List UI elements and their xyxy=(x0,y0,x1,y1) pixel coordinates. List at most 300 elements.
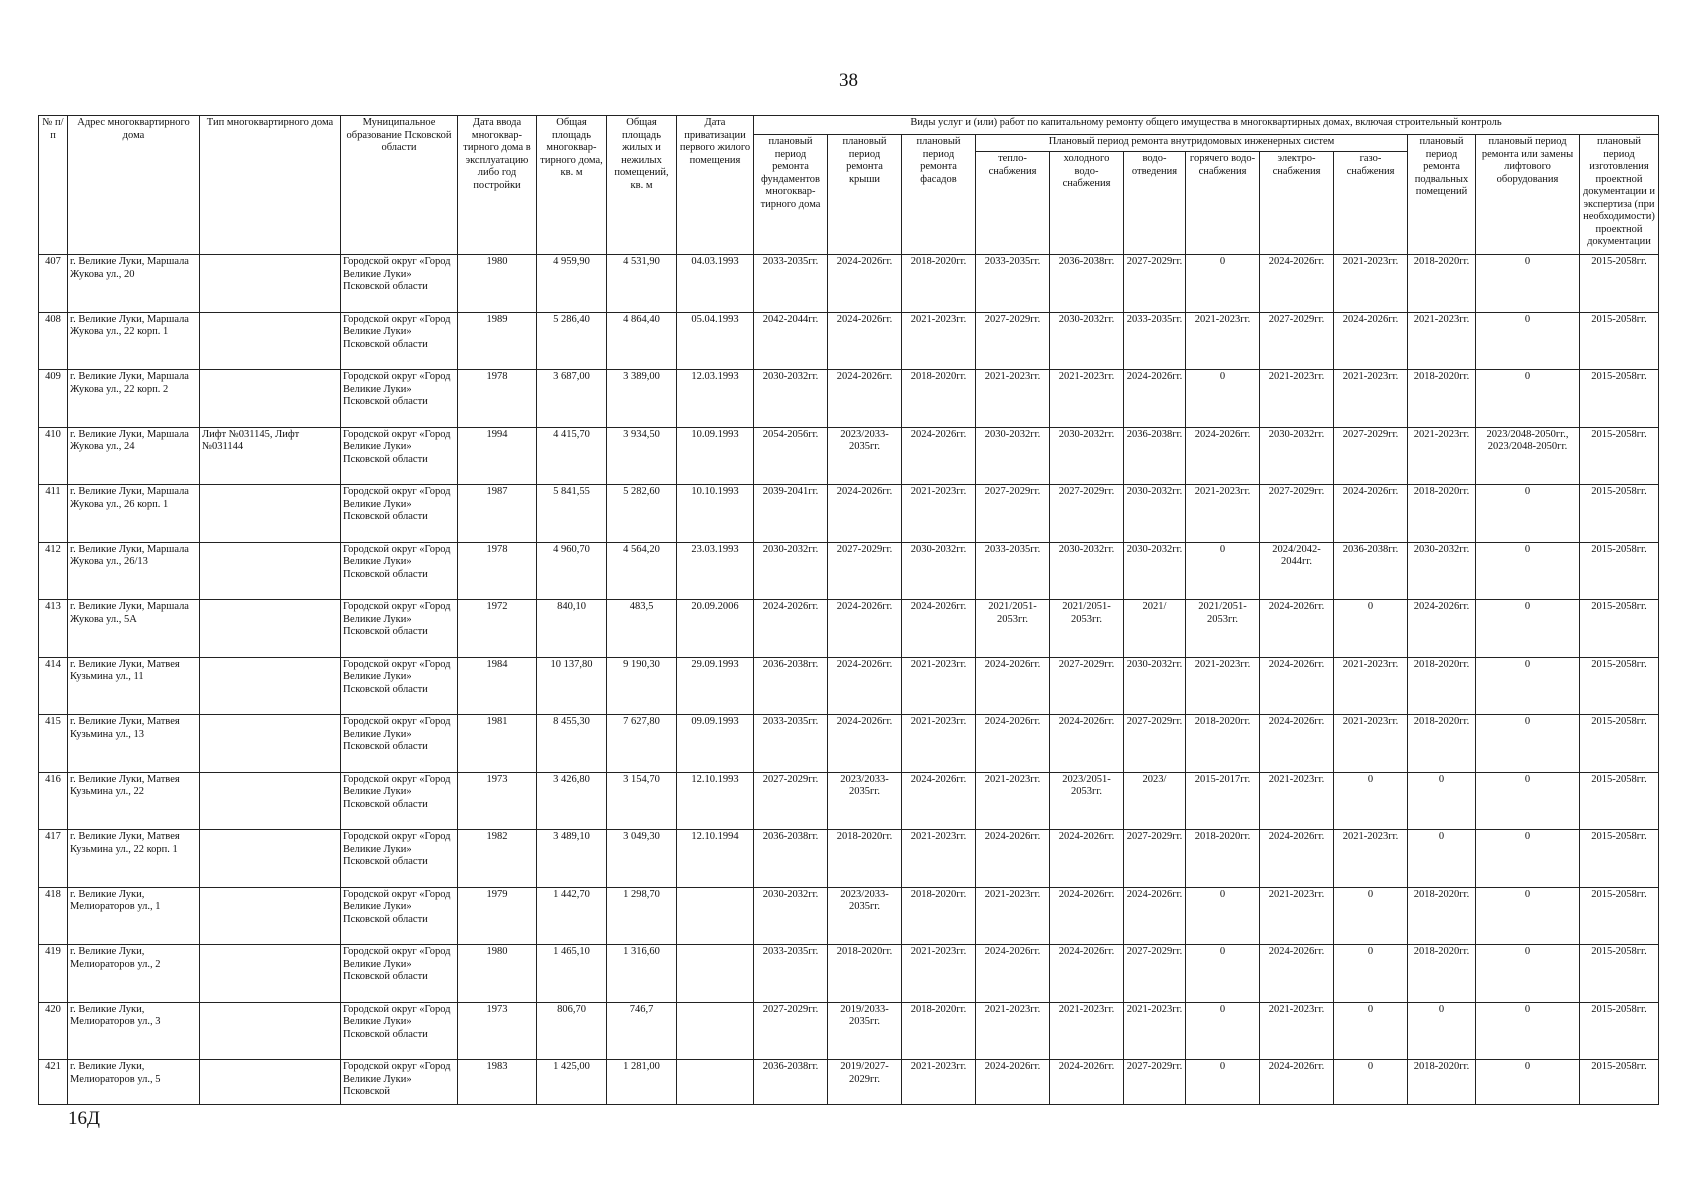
cell-sewer: 2033-2035гг. xyxy=(1124,312,1186,370)
header-type: Тип многоквартирного дома xyxy=(200,116,341,255)
cell-roof: 2024-2026гг. xyxy=(828,715,902,773)
cell-hot-water: 0 xyxy=(1186,542,1260,600)
table-row xyxy=(39,255,1659,313)
cell-heat: 2021/2051-2053гг. xyxy=(976,600,1050,658)
cell-elevator: 0 xyxy=(1476,312,1580,370)
table-row xyxy=(39,657,1659,715)
cell-privatization xyxy=(677,887,754,945)
cell-living-area: 1 281,00 xyxy=(607,1060,677,1105)
cell-electric: 2024-2026гг. xyxy=(1260,600,1334,658)
header-sewer: водо-отведения xyxy=(1124,152,1186,255)
cell-roof: 2023/2033-2035гг. xyxy=(828,772,902,830)
cell-num: 415 xyxy=(39,715,68,773)
cell-type: Лифт №031145, Лифт №031144 xyxy=(200,427,341,485)
cell-municipality: Городской округ «Город Великие Луки» Псковской области xyxy=(341,945,458,1003)
cell-total-area: 5 841,55 xyxy=(537,485,607,543)
header-facade: плановый период ремонта фасадов xyxy=(902,135,976,255)
cell-privatization: 05.04.1993 xyxy=(677,312,754,370)
header-privatization: Дата приватизации первого жилого помещения xyxy=(677,116,754,255)
header-electric: электро-снабжения xyxy=(1260,152,1334,255)
table-body xyxy=(39,255,1659,1105)
cell-hot-water: 0 xyxy=(1186,945,1260,1003)
cell-privatization xyxy=(677,1002,754,1060)
cell-facade: 2018-2020гг. xyxy=(902,370,976,428)
header-elevator: плановый период ремонта или замены лифтового оборудования xyxy=(1476,135,1580,255)
cell-address: г. Великие Луки, Мелиораторов ул., 5 xyxy=(68,1060,200,1105)
cell-gas: 2024-2026гг. xyxy=(1334,312,1408,370)
table-row xyxy=(39,945,1659,1003)
cell-address: г. Великие Луки, Мелиораторов ул., 1 xyxy=(68,887,200,945)
cell-elevator: 2023/2048-2050гг., 2023/2048-2050гг. xyxy=(1476,427,1580,485)
cell-privatization: 09.09.1993 xyxy=(677,715,754,773)
cell-type xyxy=(200,485,341,543)
cell-municipality: Городской округ «Город Великие Луки» Псковской области xyxy=(341,715,458,773)
cell-heat: 2033-2035гг. xyxy=(976,542,1050,600)
cell-gas: 2027-2029гг. xyxy=(1334,427,1408,485)
cell-foundation: 2033-2035гг. xyxy=(754,945,828,1003)
cell-hot-water: 0 xyxy=(1186,255,1260,313)
cell-total-area: 3 426,80 xyxy=(537,772,607,830)
cell-address: г. Великие Луки, Маршала Жукова ул., 5А xyxy=(68,600,200,658)
cell-design: 2015-2058гг. xyxy=(1580,255,1659,313)
cell-cold-water: 2021-2023гг. xyxy=(1050,1002,1124,1060)
cell-roof: 2024-2026гг. xyxy=(828,657,902,715)
cell-living-area: 3 389,00 xyxy=(607,370,677,428)
cell-municipality: Городской округ «Город Великие Луки» Псковской области xyxy=(341,542,458,600)
cell-year: 1989 xyxy=(458,312,537,370)
cell-electric: 2024/2042-2044гг. xyxy=(1260,542,1334,600)
cell-basement: 2030-2032гг. xyxy=(1408,542,1476,600)
cell-num: 409 xyxy=(39,370,68,428)
cell-num: 407 xyxy=(39,255,68,313)
cell-design: 2015-2058гг. xyxy=(1580,657,1659,715)
cell-foundation: 2039-2041гг. xyxy=(754,485,828,543)
cell-hot-water: 0 xyxy=(1186,1060,1260,1105)
cell-total-area: 1 425,00 xyxy=(537,1060,607,1105)
cell-roof: 2024-2026гг. xyxy=(828,485,902,543)
table-row xyxy=(39,1002,1659,1060)
cell-facade: 2021-2023гг. xyxy=(902,945,976,1003)
cell-basement: 2018-2020гг. xyxy=(1408,715,1476,773)
cell-electric: 2027-2029гг. xyxy=(1260,312,1334,370)
cell-address: г. Великие Луки, Маршала Жукова ул., 22 корп. 1 xyxy=(68,312,200,370)
cell-total-area: 806,70 xyxy=(537,1002,607,1060)
header-foundation: плановый период ремонта фундаментов многоквар-тирного дома xyxy=(754,135,828,255)
cell-living-area: 4 864,40 xyxy=(607,312,677,370)
cell-municipality: Городской округ «Город Великие Луки» Псковской области xyxy=(341,1002,458,1060)
cell-gas: 2024-2026гг. xyxy=(1334,485,1408,543)
cell-address: г. Великие Луки, Матвея Кузьмина ул., 13 xyxy=(68,715,200,773)
cell-heat: 2024-2026гг. xyxy=(976,657,1050,715)
cell-hot-water: 2024-2026гг. xyxy=(1186,427,1260,485)
cell-foundation: 2033-2035гг. xyxy=(754,255,828,313)
cell-elevator: 0 xyxy=(1476,945,1580,1003)
cell-num: 411 xyxy=(39,485,68,543)
cell-hot-water: 2018-2020гг. xyxy=(1186,715,1260,773)
cell-foundation: 2024-2026гг. xyxy=(754,600,828,658)
cell-year: 1982 xyxy=(458,830,537,888)
cell-sewer: 2027-2029гг. xyxy=(1124,255,1186,313)
cell-num: 414 xyxy=(39,657,68,715)
cell-type xyxy=(200,945,341,1003)
cell-cold-water: 2036-2038гг. xyxy=(1050,255,1124,313)
cell-year: 1980 xyxy=(458,945,537,1003)
cell-roof: 2023/2033-2035гг. xyxy=(828,887,902,945)
cell-heat: 2021-2023гг. xyxy=(976,370,1050,428)
cell-num: 413 xyxy=(39,600,68,658)
header-living-area: Общая площадь жилых и нежилых помещений, кв. м xyxy=(607,116,677,255)
cell-facade: 2021-2023гг. xyxy=(902,830,976,888)
cell-address: г. Великие Луки, Матвея Кузьмина ул., 22 корп. 1 xyxy=(68,830,200,888)
cell-elevator: 0 xyxy=(1476,830,1580,888)
table-row xyxy=(39,542,1659,600)
cell-roof: 2024-2026гг. xyxy=(828,312,902,370)
cell-facade: 2018-2020гг. xyxy=(902,1002,976,1060)
cell-year: 1978 xyxy=(458,542,537,600)
cell-privatization: 20.09.2006 xyxy=(677,600,754,658)
cell-elevator: 0 xyxy=(1476,772,1580,830)
cell-facade: 2021-2023гг. xyxy=(902,485,976,543)
cell-roof: 2024-2026гг. xyxy=(828,255,902,313)
cell-type xyxy=(200,715,341,773)
cell-living-area: 3 154,70 xyxy=(607,772,677,830)
cell-heat: 2021-2023гг. xyxy=(976,887,1050,945)
footer-mark: 16Д xyxy=(68,1108,100,1129)
cell-year: 1983 xyxy=(458,1060,537,1105)
cell-facade: 2021-2023гг. xyxy=(902,657,976,715)
cell-address: г. Великие Луки, Мелиораторов ул., 3 xyxy=(68,1002,200,1060)
cell-electric: 2021-2023гг. xyxy=(1260,1002,1334,1060)
table-row xyxy=(39,427,1659,485)
cell-electric: 2024-2026гг. xyxy=(1260,657,1334,715)
cell-elevator: 0 xyxy=(1476,600,1580,658)
cell-basement: 2024-2026гг. xyxy=(1408,600,1476,658)
cell-address: г. Великие Луки, Матвея Кузьмина ул., 11 xyxy=(68,657,200,715)
cell-elevator: 0 xyxy=(1476,370,1580,428)
cell-sewer: 2027-2029гг. xyxy=(1124,830,1186,888)
cell-foundation: 2027-2029гг. xyxy=(754,1002,828,1060)
cell-elevator: 0 xyxy=(1476,255,1580,313)
cell-design: 2015-2058гг. xyxy=(1580,427,1659,485)
cell-living-area: 1 298,70 xyxy=(607,887,677,945)
cell-type xyxy=(200,312,341,370)
cell-foundation: 2036-2038гг. xyxy=(754,657,828,715)
cell-sewer: 2027-2029гг. xyxy=(1124,945,1186,1003)
cell-municipality: Городской округ «Город Великие Луки» Псковской области xyxy=(341,312,458,370)
header-roof: плановый период ремонта крыши xyxy=(828,135,902,255)
cell-gas: 2021-2023гг. xyxy=(1334,657,1408,715)
table-header xyxy=(39,116,1659,255)
cell-sewer: 2027-2029гг. xyxy=(1124,1060,1186,1105)
cell-year: 1981 xyxy=(458,715,537,773)
cell-living-area: 3 049,30 xyxy=(607,830,677,888)
cell-foundation: 2027-2029гг. xyxy=(754,772,828,830)
cell-basement: 0 xyxy=(1408,772,1476,830)
cell-electric: 2024-2026гг. xyxy=(1260,715,1334,773)
cell-sewer: 2030-2032гг. xyxy=(1124,542,1186,600)
cell-design: 2015-2058гг. xyxy=(1580,715,1659,773)
cell-privatization xyxy=(677,945,754,1003)
cell-electric: 2021-2023гг. xyxy=(1260,887,1334,945)
cell-facade: 2018-2020гг. xyxy=(902,887,976,945)
table-row xyxy=(39,312,1659,370)
cell-type xyxy=(200,830,341,888)
cell-num: 408 xyxy=(39,312,68,370)
cell-basement: 0 xyxy=(1408,830,1476,888)
cell-num: 421 xyxy=(39,1060,68,1105)
cell-heat: 2027-2029гг. xyxy=(976,485,1050,543)
cell-total-area: 10 137,80 xyxy=(537,657,607,715)
cell-heat: 2021-2023гг. xyxy=(976,772,1050,830)
cell-design: 2015-2058гг. xyxy=(1580,772,1659,830)
header-num: № п/п xyxy=(39,116,68,255)
cell-total-area: 4 415,70 xyxy=(537,427,607,485)
table-row xyxy=(39,600,1659,658)
table-row xyxy=(39,830,1659,888)
cell-roof: 2024-2026гг. xyxy=(828,370,902,428)
cell-heat: 2024-2026гг. xyxy=(976,715,1050,773)
cell-electric: 2024-2026гг. xyxy=(1260,945,1334,1003)
cell-municipality: Городской округ «Город Великие Луки» Псковской области xyxy=(341,830,458,888)
cell-sewer: 2024-2026гг. xyxy=(1124,370,1186,428)
cell-sewer: 2030-2032гг. xyxy=(1124,657,1186,715)
cell-num: 410 xyxy=(39,427,68,485)
cell-cold-water: 2021-2023гг. xyxy=(1050,370,1124,428)
cell-basement: 2018-2020гг. xyxy=(1408,370,1476,428)
cell-electric: 2021-2023гг. xyxy=(1260,772,1334,830)
cell-design: 2015-2058гг. xyxy=(1580,887,1659,945)
cell-basement: 2018-2020гг. xyxy=(1408,255,1476,313)
cell-gas: 2036-2038гг. xyxy=(1334,542,1408,600)
cell-elevator: 0 xyxy=(1476,1002,1580,1060)
cell-sewer: 2024-2026гг. xyxy=(1124,887,1186,945)
cell-gas: 0 xyxy=(1334,1002,1408,1060)
cell-roof: 2018-2020гг. xyxy=(828,945,902,1003)
header-heat: тепло-снабжения xyxy=(976,152,1050,255)
cell-basement: 0 xyxy=(1408,1002,1476,1060)
cell-num: 420 xyxy=(39,1002,68,1060)
cell-elevator: 0 xyxy=(1476,1060,1580,1105)
cell-facade: 2024-2026гг. xyxy=(902,427,976,485)
cell-elevator: 0 xyxy=(1476,542,1580,600)
table-row xyxy=(39,485,1659,543)
cell-total-area: 8 455,30 xyxy=(537,715,607,773)
cell-gas: 2021-2023гг. xyxy=(1334,830,1408,888)
cell-type xyxy=(200,1060,341,1105)
page-number: 38 xyxy=(839,70,858,91)
table-row xyxy=(39,370,1659,428)
cell-type xyxy=(200,657,341,715)
cell-address: г. Великие Луки, Маршала Жукова ул., 22 корп. 2 xyxy=(68,370,200,428)
cell-heat: 2027-2029гг. xyxy=(976,312,1050,370)
cell-municipality: Городской округ «Город Великие Луки» Псковской области xyxy=(341,427,458,485)
cell-cold-water: 2030-2032гг. xyxy=(1050,542,1124,600)
cell-living-area: 7 627,80 xyxy=(607,715,677,773)
cell-num: 419 xyxy=(39,945,68,1003)
cell-address: г. Великие Луки, Маршала Жукова ул., 20 xyxy=(68,255,200,313)
table-row xyxy=(39,887,1659,945)
cell-type xyxy=(200,887,341,945)
header-cold-water: холодного водо-снабжения xyxy=(1050,152,1124,255)
cell-hot-water: 2015-2017гг. xyxy=(1186,772,1260,830)
cell-sewer: 2030-2032гг. xyxy=(1124,485,1186,543)
cell-cold-water: 2030-2032гг. xyxy=(1050,312,1124,370)
cell-design: 2015-2058гг. xyxy=(1580,312,1659,370)
cell-gas: 0 xyxy=(1334,600,1408,658)
header-municipality: Муниципальное образование Псковской области xyxy=(341,116,458,255)
cell-municipality: Городской округ «Город Великие Луки» Псковской области xyxy=(341,887,458,945)
cell-roof: 2027-2029гг. xyxy=(828,542,902,600)
cell-type xyxy=(200,542,341,600)
cell-facade: 2024-2026гг. xyxy=(902,772,976,830)
table-row xyxy=(39,1060,1659,1105)
cell-type xyxy=(200,772,341,830)
cell-cold-water: 2024-2026гг. xyxy=(1050,1060,1124,1105)
cell-privatization: 23.03.1993 xyxy=(677,542,754,600)
cell-year: 1987 xyxy=(458,485,537,543)
cell-municipality: Городской округ «Город Великие Луки» Псковской области xyxy=(341,657,458,715)
cell-hot-water: 2021-2023гг. xyxy=(1186,657,1260,715)
cell-hot-water: 2021-2023гг. xyxy=(1186,312,1260,370)
cell-municipality: Городской округ «Город Великие Луки» Псковской xyxy=(341,1060,458,1105)
cell-address: г. Великие Луки, Маршала Жукова ул., 26 корп. 1 xyxy=(68,485,200,543)
cell-gas: 0 xyxy=(1334,772,1408,830)
cell-hot-water: 0 xyxy=(1186,887,1260,945)
cell-living-area: 3 934,50 xyxy=(607,427,677,485)
cell-gas: 2021-2023гг. xyxy=(1334,370,1408,428)
cell-design: 2015-2058гг. xyxy=(1580,542,1659,600)
cell-privatization: 10.10.1993 xyxy=(677,485,754,543)
cell-total-area: 1 465,10 xyxy=(537,945,607,1003)
capital-repair-table xyxy=(38,115,1659,1105)
cell-total-area: 4 959,90 xyxy=(537,255,607,313)
cell-living-area: 483,5 xyxy=(607,600,677,658)
header-address: Адрес многоквартирного дома xyxy=(68,116,200,255)
cell-address: г. Великие Луки, Матвея Кузьмина ул., 22 xyxy=(68,772,200,830)
cell-heat: 2024-2026гг. xyxy=(976,1060,1050,1105)
header-total-area: Общая площадь многоквар-тирного дома, кв. м xyxy=(537,116,607,255)
cell-facade: 2018-2020гг. xyxy=(902,255,976,313)
cell-total-area: 4 960,70 xyxy=(537,542,607,600)
cell-cold-water: 2023/2051-2053гг. xyxy=(1050,772,1124,830)
cell-roof: 2019/2027-2029гг. xyxy=(828,1060,902,1105)
cell-gas: 0 xyxy=(1334,945,1408,1003)
cell-electric: 2027-2029гг. xyxy=(1260,485,1334,543)
cell-hot-water: 0 xyxy=(1186,370,1260,428)
cell-sewer: 2036-2038гг. xyxy=(1124,427,1186,485)
cell-total-area: 3 687,00 xyxy=(537,370,607,428)
cell-roof: 2018-2020гг. xyxy=(828,830,902,888)
cell-year: 1973 xyxy=(458,1002,537,1060)
cell-basement: 2018-2020гг. xyxy=(1408,1060,1476,1105)
cell-design: 2015-2058гг. xyxy=(1580,1002,1659,1060)
cell-gas: 2021-2023гг. xyxy=(1334,255,1408,313)
cell-design: 2015-2058гг. xyxy=(1580,830,1659,888)
cell-design: 2015-2058гг. xyxy=(1580,485,1659,543)
cell-hot-water: 0 xyxy=(1186,1002,1260,1060)
cell-sewer: 2023/ xyxy=(1124,772,1186,830)
cell-cold-water: 2024-2026гг. xyxy=(1050,830,1124,888)
cell-roof: 2023/2033-2035гг. xyxy=(828,427,902,485)
cell-living-area: 1 316,60 xyxy=(607,945,677,1003)
cell-facade: 2021-2023гг. xyxy=(902,312,976,370)
cell-hot-water: 2018-2020гг. xyxy=(1186,830,1260,888)
cell-foundation: 2030-2032гг. xyxy=(754,887,828,945)
cell-total-area: 1 442,70 xyxy=(537,887,607,945)
cell-cold-water: 2030-2032гг. xyxy=(1050,427,1124,485)
cell-address: г. Великие Луки, Маршала Жукова ул., 24 xyxy=(68,427,200,485)
cell-year: 1979 xyxy=(458,887,537,945)
cell-design: 2015-2058гг. xyxy=(1580,600,1659,658)
cell-elevator: 0 xyxy=(1476,715,1580,773)
cell-design: 2015-2058гг. xyxy=(1580,1060,1659,1105)
cell-electric: 2024-2026гг. xyxy=(1260,830,1334,888)
cell-foundation: 2030-2032гг. xyxy=(754,542,828,600)
cell-facade: 2024-2026гг. xyxy=(902,600,976,658)
cell-electric: 2021-2023гг. xyxy=(1260,370,1334,428)
cell-basement: 2018-2020гг. xyxy=(1408,887,1476,945)
cell-gas: 0 xyxy=(1334,1060,1408,1105)
cell-foundation: 2033-2035гг. xyxy=(754,715,828,773)
cell-elevator: 0 xyxy=(1476,657,1580,715)
header-systems-group: Плановый период ремонта внутридомовых инженерных систем xyxy=(976,135,1408,152)
cell-facade: 2021-2023гг. xyxy=(902,1060,976,1105)
cell-foundation: 2036-2038гг. xyxy=(754,1060,828,1105)
cell-year: 1972 xyxy=(458,600,537,658)
header-commission: Дата ввода многоквар-тирного дома в эксплуатацию либо год постройки xyxy=(458,116,537,255)
cell-year: 1973 xyxy=(458,772,537,830)
cell-foundation: 2030-2032гг. xyxy=(754,370,828,428)
cell-cold-water: 2027-2029гг. xyxy=(1050,485,1124,543)
cell-living-area: 4 564,20 xyxy=(607,542,677,600)
cell-facade: 2021-2023гг. xyxy=(902,715,976,773)
cell-municipality: Городской округ «Город Великие Луки» Псковской области xyxy=(341,600,458,658)
table-row xyxy=(39,715,1659,773)
cell-type xyxy=(200,255,341,313)
cell-basement: 2018-2020гг. xyxy=(1408,945,1476,1003)
cell-num: 418 xyxy=(39,887,68,945)
cell-basement: 2021-2023гг. xyxy=(1408,312,1476,370)
cell-num: 416 xyxy=(39,772,68,830)
cell-basement: 2018-2020гг. xyxy=(1408,657,1476,715)
cell-elevator: 0 xyxy=(1476,485,1580,543)
cell-heat: 2030-2032гг. xyxy=(976,427,1050,485)
cell-electric: 2024-2026гг. xyxy=(1260,255,1334,313)
cell-total-area: 3 489,10 xyxy=(537,830,607,888)
cell-year: 1994 xyxy=(458,427,537,485)
cell-sewer: 2027-2029гг. xyxy=(1124,715,1186,773)
cell-gas: 0 xyxy=(1334,887,1408,945)
cell-privatization: 12.10.1993 xyxy=(677,772,754,830)
header-works-group: Виды услуг и (или) работ по капитальному ремонту общего имущества в многоквартирных домах, включая строительный контроль xyxy=(754,116,1659,135)
cell-basement: 2018-2020гг. xyxy=(1408,485,1476,543)
cell-cold-water: 2024-2026гг. xyxy=(1050,887,1124,945)
cell-privatization: 12.10.1994 xyxy=(677,830,754,888)
cell-living-area: 5 282,60 xyxy=(607,485,677,543)
cell-cold-water: 2024-2026гг. xyxy=(1050,945,1124,1003)
cell-total-area: 5 286,40 xyxy=(537,312,607,370)
cell-year: 1978 xyxy=(458,370,537,428)
cell-privatization: 10.09.1993 xyxy=(677,427,754,485)
header-basement: плановый период ремонта подвальных помещений xyxy=(1408,135,1476,255)
cell-privatization: 29.09.1993 xyxy=(677,657,754,715)
cell-living-area: 4 531,90 xyxy=(607,255,677,313)
cell-total-area: 840,10 xyxy=(537,600,607,658)
cell-municipality: Городской округ «Город Великие Луки» Псковской области xyxy=(341,370,458,428)
cell-year: 1980 xyxy=(458,255,537,313)
cell-address: г. Великие Луки, Маршала Жукова ул., 26/13 xyxy=(68,542,200,600)
cell-num: 417 xyxy=(39,830,68,888)
